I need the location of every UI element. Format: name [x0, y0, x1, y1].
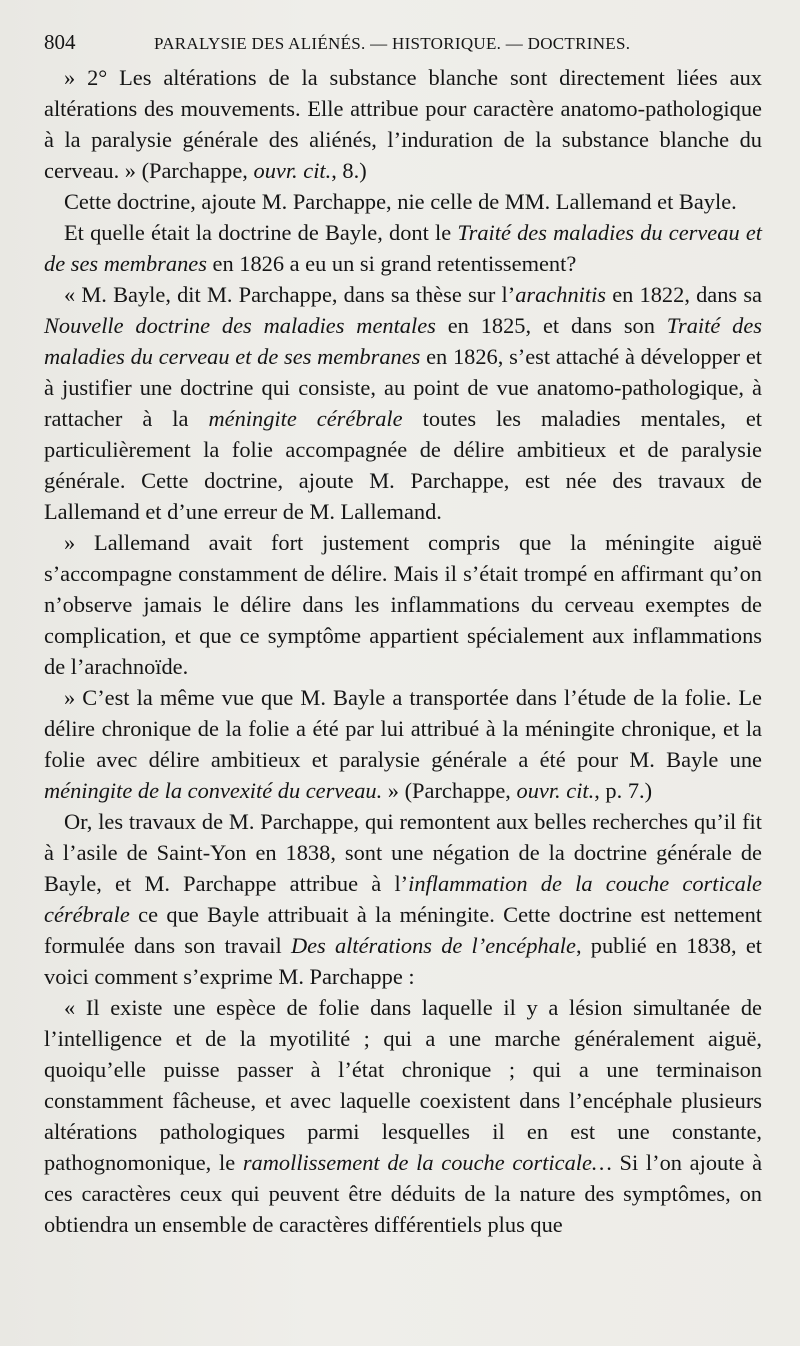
text-run: en 1822, dans sa — [606, 282, 762, 307]
text-run: , 8.) — [331, 158, 367, 183]
page-header — [44, 30, 762, 60]
italic-text: ouvr. cit. — [253, 158, 332, 183]
paragraph — [44, 186, 762, 217]
text-run: en 1826 a eu un si grand retentissement? — [206, 251, 577, 276]
text-run: ce que Bayle attribuait à la méningite. Cette doctrine est nettement formulée dans son travail — [44, 902, 762, 958]
italic-text: Nouvelle doctrine des maladies mentales — [44, 313, 436, 338]
italic-text: Traité des maladies du cerveau et de ses membranes — [44, 313, 762, 369]
text-run: en 1825, et dans son — [435, 313, 667, 338]
italic-text: méningite cérébrale — [208, 406, 403, 431]
text-run: Si l’on ajoute à ces caractères ceux qui peuvent être déduits de la nature des symptômes, on obtiendra un ensemble de caractères différentiels plus que — [44, 1150, 763, 1237]
text-run: « Il existe une espèce de folie dans laquelle il y a lésion simultanée de l’intelligence et de la myotilité ; qui a une marche généralement aiguë, quoiqu’elle puisse passer à l’état chronique ; qui a une terminaison constamment fâcheuse, et avec laquelle coexistent dans l’encéphale plusieurs altérations pathologiques parmi lesquelles il en est une constante, pathognomonique, le — [44, 995, 762, 1175]
paragraph — [44, 217, 762, 279]
text-run: Or, les travaux de M. Parchappe, qui remontent aux belles recherches qu’il fit à l’asile de Saint-Yon en 1838, sont une négation de la doctrine générale de Bayle, et M. Parchappe attribue à l’ — [44, 809, 762, 896]
paragraph — [44, 682, 762, 806]
text-run: , p. 7.) — [594, 778, 653, 803]
text-run: , publié en 1838, et voici comment s’exprime M. Parchappe : — [44, 933, 762, 989]
text-run: Cette doctrine, ajoute M. Parchappe, nie celle de MM. Lallemand et Bayle. — [64, 189, 737, 214]
italic-text: arachnitis — [515, 282, 607, 307]
text-run: « M. Bayle, dit M. Parchappe, dans sa thèse sur l’ — [64, 282, 516, 307]
italic-text: inflammation de la couche corticale cérébrale — [44, 871, 762, 927]
text-run: » (Parchappe, — [382, 778, 517, 803]
italic-text: Traité des maladies du cerveau et de ses membranes — [44, 220, 762, 276]
italic-text: Des altérations de l’encéphale — [290, 933, 576, 958]
paragraph — [44, 279, 762, 527]
paragraph — [44, 806, 762, 992]
text-run: toutes les maladies mentales, et particulièrement la folie accompagnée de délire ambitieux et de paralysie générale. Cette doctrine, ajoute M. Parchappe, est née des travaux de Lallemand et d’une erreur de M. Lallemand. — [44, 406, 763, 524]
text-run: Et quelle était la doctrine de Bayle, dont le — [64, 220, 458, 245]
text-run: » C’est la même vue que M. Bayle a transportée dans l’étude de la folie. Le délire chronique de la folie a été par lui attribué à la méningite chronique, et la folie avec délire ambitieux et paralysie générale a été pour M. Bayle une — [44, 685, 762, 772]
text-run: en 1826, s’est attaché à développer et à justifier une doctrine qui consiste, au point de vue anatomo-pathologique, à rattacher à la — [44, 344, 762, 431]
paragraph — [44, 527, 762, 682]
paragraph — [44, 992, 762, 1240]
text-run: » Lallemand avait fort justement compris que la méningite aiguë s’accompagne constamment de délire. Mais il s’était trompé en affirmant qu’on n’observe jamais le délire dans les inflammations du cerveau exemptes de complication, et que ce symptôme appartient spécialement aux inflammations de l’arachnoïde. — [44, 530, 762, 679]
body-text — [44, 62, 762, 1240]
page-number: 804 — [44, 30, 76, 54]
paragraph — [44, 62, 762, 186]
italic-text: ramollissement de la couche corticale… — [242, 1150, 612, 1175]
italic-text: méningite de la convexité du cerveau. — [44, 778, 383, 803]
italic-text: ouvr. cit. — [516, 778, 595, 803]
running-head: PARALYSIE DES ALIÉNÉS. — HISTORIQUE. — DOCTRINES. — [154, 34, 631, 53]
text-run: » 2° Les altérations de la substance blanche sont directement liées aux altérations des mouvements. Elle attribue pour caractère anatomo-pathologique à la paralysie générale des aliénés, l’induration de la substance blanche du cerveau. » (Parchappe, — [44, 65, 762, 183]
